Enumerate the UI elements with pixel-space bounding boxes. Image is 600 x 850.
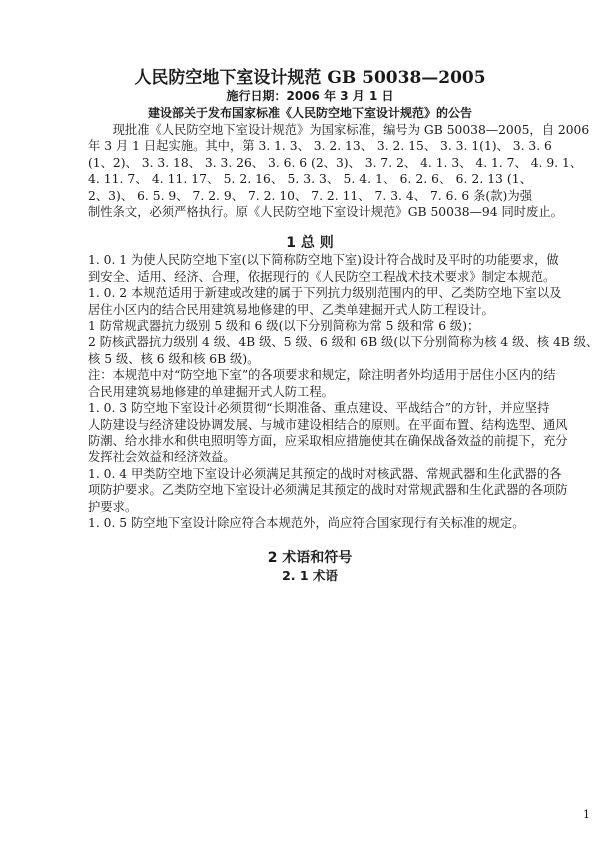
section-heading: 1 总 则 (286, 235, 334, 252)
text-line: 合民用建筑易地修建的单建掘开式人防工程。 (88, 384, 334, 399)
document-title: 人民防空地下室设计规范 GB 50038—2005 (134, 68, 486, 88)
text-line: 2 防核武器抗力级别 4 级、4B 级、5 级、6 级和 6B 级(以下分别简称为核 4 级、核 4B 级、 (88, 335, 599, 350)
announcement-paragraph (88, 122, 590, 220)
text-line: 制性条文，必须严格执行。原《人民防空地下室设计规范》GB 50038—94 同时废止。 (88, 205, 563, 220)
text-line: (1、2)、 3. 3. 18、 3. 3. 26、 3. 6. 6 (2、3)、 3. 7. 2、 4. 1. 3、 4. 1. 7、 4. 9. 1、 (88, 155, 583, 170)
announcement-title: 建设部关于发布国家标准《人民防空地下室设计规范》的公告 (147, 106, 472, 120)
text-line: 1 防常规武器抗力级别 5 级和 6 级(以下分别简称为常 5 级和常 6 级)； (88, 319, 480, 334)
text-line: 1. 0. 2 本规范适用于新建或改建的属于下列抗力级别范围内的甲、乙类防空地下室以及 (88, 286, 562, 301)
text-line: 防潮、给水排水和供电照明等方面，应采取相应措施使其在确保战备效益的前提下，充分 (88, 433, 568, 448)
effective-date: 施行日期：2006 年 3 月 1 日 (226, 89, 394, 103)
text-line: 居住小区内的结合民用建筑易地修建的甲、乙类单建掘开式人防工程设计。 (88, 302, 494, 317)
text-line: 1. 0. 1 为使人民防空地下室(以下简称防空地下室)设计符合战时及平时的功能要求，做 (88, 253, 559, 268)
text-line: 护要求。 (88, 499, 138, 514)
text-line: 1. 0. 3 防空地下室设计必须贯彻“长期准备、重点建设、平战结合”的方针，并应坚持 (88, 401, 550, 416)
page-number: 1 (583, 808, 590, 821)
text-line: 1. 0. 5 防空地下室设计除应符合本规范外，尚应符合国家现行有关标准的规定。 (88, 515, 525, 530)
text-line: 4. 11. 7、 4. 11. 17、 5. 2. 16、 5. 3. 3、 5. 4. 1、 6. 2. 6、 6. 2. 13 (1、 (88, 172, 532, 187)
text-line: 现批准《人民防空地下室设计规范》为国家标准，编号为 GB 50038—2005，自 2006 (112, 123, 590, 137)
text-line: 人防建设与经济建设协调发展、与城市建设相结合的原则。在平面布置、结构选型、通风 (88, 417, 568, 432)
text-line: 注：本规范中对“防空地下室”的各项要求和规定，除注明者外均适用于居住小区内的结 (88, 368, 556, 383)
text-line: 2、3)、 6. 5. 9、 7. 2. 9、 7. 2. 10、 7. 2. 11、 7. 3. 4、 7. 6. 6 条(款)为强 (88, 188, 532, 203)
section-body (88, 252, 599, 531)
text-line: 到安全、适用、经济、合理，依据现行的《人民防空工程战术技术要求》制定本规范。 (88, 269, 556, 284)
text-line: 核 5 级、核 6 级和核 6B 级)。 (88, 351, 260, 366)
text-line: 1. 0. 4 甲类防空地下室设计必须满足其预定的战时对核武器、常规武器和生化武器的各 (88, 466, 562, 481)
text-line: 年 3 月 1 日起实施。其中，第 3. 1. 3、 3. 2. 13、 3. 2. 15、 3. 3. 1(1)、 3. 3. 6 (88, 139, 552, 154)
document-page (88, 68, 599, 584)
section-heading: 2 术语和符号 (267, 550, 353, 567)
text-line: 项防护要求。乙类防空地下室设计必须满足其预定的战时对常规武器和生化武器的各项防 (88, 483, 568, 498)
subsection-heading: 2. 1 术语 (282, 568, 338, 584)
text-line: 发挥社会效益和经济效益。 (88, 450, 236, 465)
